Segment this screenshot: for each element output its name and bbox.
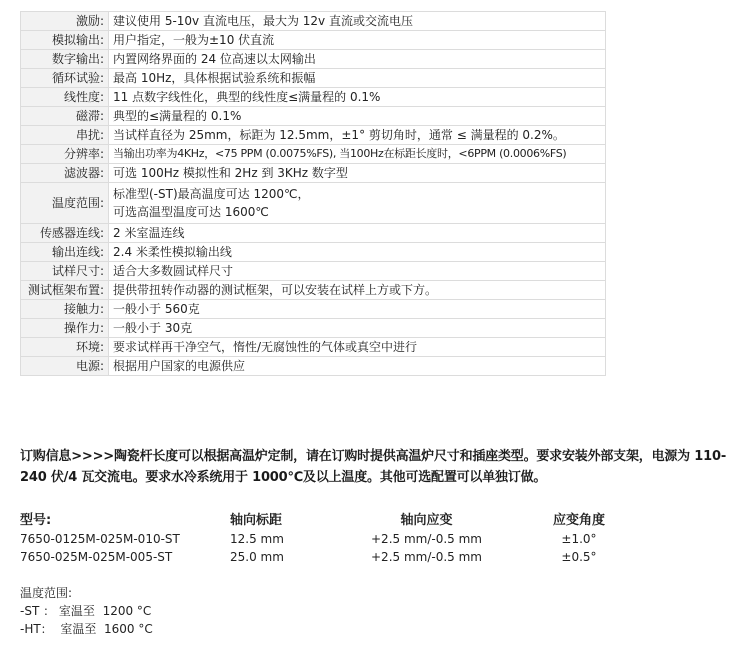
model-number: 7650-025M-025M-005-ST: [20, 550, 173, 564]
spec-label: 数字输出:: [21, 50, 109, 69]
spec-value: 最高 10Hz，具体根据试验系统和振幅: [109, 69, 606, 88]
model-header-row: [20, 512, 640, 530]
spec-value: 根据用户国家的电源供应: [109, 357, 606, 376]
spec-label: 测试框架布置:: [21, 281, 109, 300]
spec-row: [21, 224, 606, 243]
temp-range-prefix: 室温至: [60, 622, 97, 636]
spec-label: 滤波器:: [21, 164, 109, 183]
spec-label: 循环试验:: [21, 69, 109, 88]
temp-range-code: -HT：: [20, 622, 53, 636]
spec-label: 接触力:: [21, 300, 109, 319]
spec-row: [21, 357, 606, 376]
order-info-paragraph: 订购信息>>>>陶瓷杆长度可以根据高温炉定制，请在订购时提供高温炉尺寸和插座类型。要求安装外部支架，电源为 110-240 伏/4 瓦交流电。要求水冷系统用于 1000℃及以上温度。其他可选配置可以单独订做。: [20, 449, 727, 485]
spec-value: 用户指定，一般为±10 伏直流: [109, 31, 606, 50]
spec-value: 一般小于 560克: [109, 300, 606, 319]
spec-value: 2 米室温连线: [109, 224, 606, 243]
model-angle: ±1.0°: [561, 532, 597, 546]
spec-value-line: 可选高温型温度可达 1600℃: [113, 205, 269, 219]
model-gauge: 25.0 mm: [230, 550, 284, 564]
model-header-angle: 应变角度: [552, 513, 605, 528]
model-angle: ±0.5°: [561, 550, 597, 564]
spec-table-body: [21, 12, 606, 376]
spec-value-line: 标准型(-ST)最高温度可达 1200℃，: [113, 187, 310, 201]
spec-row: [21, 164, 606, 183]
model-table-head: [20, 512, 640, 530]
spec-label: 串扰:: [21, 126, 109, 145]
spec-row: [21, 50, 606, 69]
spec-row: [21, 262, 606, 281]
spec-label: 电源:: [21, 357, 109, 376]
model-row: [20, 530, 640, 548]
spec-value: 一般小于 30克: [109, 319, 606, 338]
spec-value: 典型的≤满量程的 0.1%: [109, 107, 606, 126]
model-gauge: 12.5 mm: [230, 532, 284, 546]
spec-label: 环境:: [21, 338, 109, 357]
spec-row: [21, 338, 606, 357]
spec-label: 试样尺寸:: [21, 262, 109, 281]
spec-value: 内置网络界面的 24 位高速以太网输出: [109, 50, 606, 69]
model-header-range: 轴向应变: [400, 513, 453, 528]
spec-value: 可选 100Hz 模拟性和 2Hz 到 3KHz 数字型: [109, 164, 606, 183]
model-range: +2.5 mm/-0.5 mm: [371, 532, 482, 546]
spec-row: [21, 145, 606, 164]
spec-row: [21, 243, 606, 262]
spec-label: 模拟输出:: [21, 31, 109, 50]
temp-range-item: [20, 602, 153, 620]
temp-range-value: 1200 °C: [102, 604, 152, 618]
spec-row: [21, 300, 606, 319]
spec-row: [21, 88, 606, 107]
model-table: [20, 512, 640, 566]
spec-value: 当输出功率为4KHz，<75 PPM (0.0075%FS), 当100Hz在标距长度时，<6PPM (0.0006%FS): [109, 145, 606, 164]
spec-row: [21, 183, 606, 224]
spec-label: 磁滞:: [21, 107, 109, 126]
temp-range-item: [20, 620, 153, 638]
spec-label: 激励:: [21, 12, 109, 31]
spec-value: 适合大多数圆试样尺寸: [109, 262, 606, 281]
spec-label: 操作力:: [21, 319, 109, 338]
model-table-body: [20, 530, 640, 566]
spec-label: 线性度:: [21, 88, 109, 107]
spec-row: [21, 281, 606, 300]
spec-row: [21, 126, 606, 145]
spec-value: 建议使用 5-10v 直流电压，最大为 12v 直流或交流电压: [109, 12, 606, 31]
spec-row: [21, 31, 606, 50]
temp-range-block: [20, 584, 153, 638]
temp-range-title: 温度范围:: [20, 586, 73, 600]
spec-value: 提供带扭转作动器的测试框架，可以安装在试样上方或下方。: [109, 281, 606, 300]
model-number: 7650-0125M-025M-010-ST: [20, 532, 180, 546]
model-row: [20, 548, 640, 566]
spec-label: 输出连线:: [21, 243, 109, 262]
temp-range-code: -ST ：: [20, 604, 56, 618]
model-header-gauge: 轴向标距: [230, 513, 283, 528]
spec-table: [20, 11, 606, 376]
model-header-model: 型号:: [20, 513, 52, 528]
spec-value: [109, 183, 606, 224]
spec-label: 分辨率:: [21, 145, 109, 164]
model-range: +2.5 mm/-0.5 mm: [371, 550, 482, 564]
spec-value: 11 点数字线性化，典型的线性度≤满量程的 0.1%: [109, 88, 606, 107]
spec-label: 传感器连线:: [21, 224, 109, 243]
spec-label: 温度范围:: [21, 183, 109, 224]
spec-row: [21, 12, 606, 31]
temp-range-prefix: 室温至: [58, 604, 95, 618]
spec-row: [21, 319, 606, 338]
spec-value: 当试样直径为 25mm，标距为 12.5mm，±1° 剪切角时，通常 ≤ 满量程的 0.2%。: [109, 126, 606, 145]
spec-value: 要求试样再干净空气，惰性/无腐蚀性的气体或真空中进行: [109, 338, 606, 357]
spec-value: 2.4 米柔性模拟输出线: [109, 243, 606, 262]
spec-row: [21, 107, 606, 126]
spec-row: [21, 69, 606, 88]
temp-range-value: 1600 °C: [103, 622, 153, 636]
